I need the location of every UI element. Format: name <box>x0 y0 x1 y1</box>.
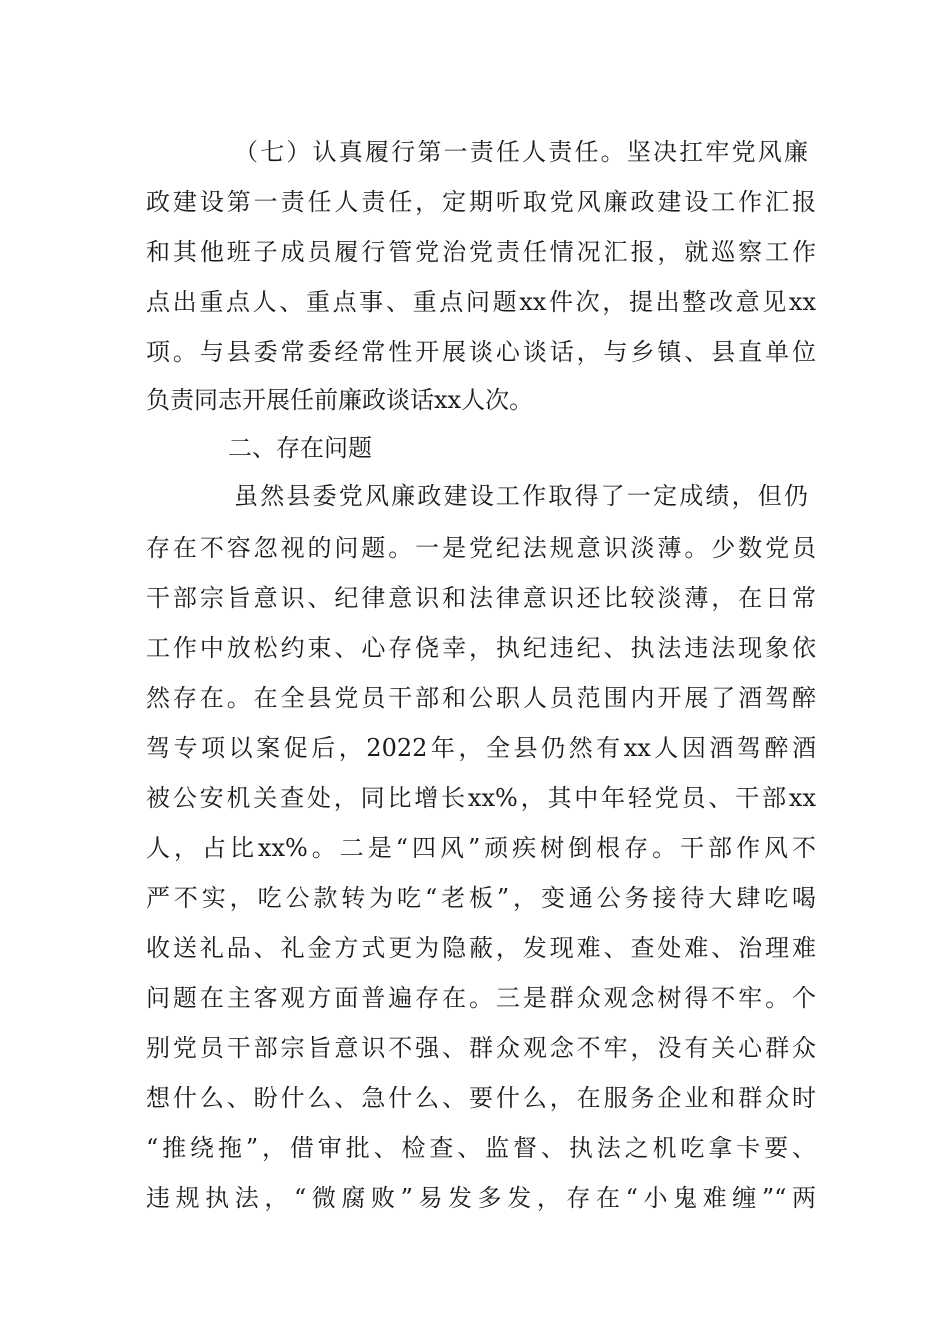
paragraph-line: 被公安机关查处，同比增长xx%，其中年轻党员、干部xx <box>146 784 816 812</box>
paragraph-line: 政建设第一责任人责任，定期听取党风廉政建设工作汇报 <box>146 188 816 216</box>
paragraph-line: 点出重点人、重点事、重点问题xx件次，提出整改意见xx <box>146 288 816 316</box>
paragraph-line: 和其他班子成员履行管党治党责任情况汇报，就巡察工作 <box>146 238 816 266</box>
paragraph-line: 干部宗旨意识、纪律意识和法律意识还比较淡薄，在日常 <box>146 584 816 612</box>
paragraph-line: 人，占比xx%。二是“四风”顽疾树倒根存。干部作风不 <box>146 834 816 862</box>
paragraph-line: 别党员干部宗旨意识不强、群众观念不牢，没有关心群众 <box>146 1034 816 1062</box>
paragraph-line: 然存在。在全县党员干部和公职人员范围内开展了酒驾醉 <box>146 684 816 712</box>
paragraph-line: 负责同志开展任前廉政谈话xx人次。 <box>146 386 534 414</box>
paragraph-line: 问题在主客观方面普遍存在。三是群众观念树得不牢。个 <box>146 984 816 1012</box>
paragraph-line: 违规执法，“微腐败”易发多发，存在“小鬼难缠”“两 <box>146 1184 816 1212</box>
paragraph-line: 想什么、盼什么、急什么、要什么，在服务企业和群众时 <box>146 1084 816 1112</box>
paragraph-line: 项。与县委常委经常性开展谈心谈话，与乡镇、县直单位 <box>146 338 816 366</box>
paragraph-line: “推绕拖”，借审批、检查、监督、执法之机吃拿卡要、 <box>146 1134 816 1162</box>
paragraph-line: 存在不容忽视的问题。一是党纪法规意识淡薄。少数党员 <box>146 534 816 562</box>
paragraph-line: 虽然县委党风廉政建设工作取得了一定成绩，但仍 <box>234 482 808 510</box>
paragraph-line: 驾专项以案促后，2022年，全县仍然有xx人因酒驾醉酒 <box>146 734 816 762</box>
paragraph-line: 严不实，吃公款转为吃“老板”，变通公务接待大肆吃喝 <box>146 884 816 912</box>
paragraph-line: 收送礼品、礼金方式更为隐蔽，发现难、查处难、治理难 <box>146 934 816 962</box>
paragraph-line: 工作中放松约束、心存侥幸，执纪违纪、执法违法现象依 <box>146 634 816 662</box>
paragraph-line: （七）认真履行第一责任人责任。坚决扛牢党风廉 <box>234 138 808 166</box>
section-heading: 二、存在问题 <box>228 434 372 462</box>
